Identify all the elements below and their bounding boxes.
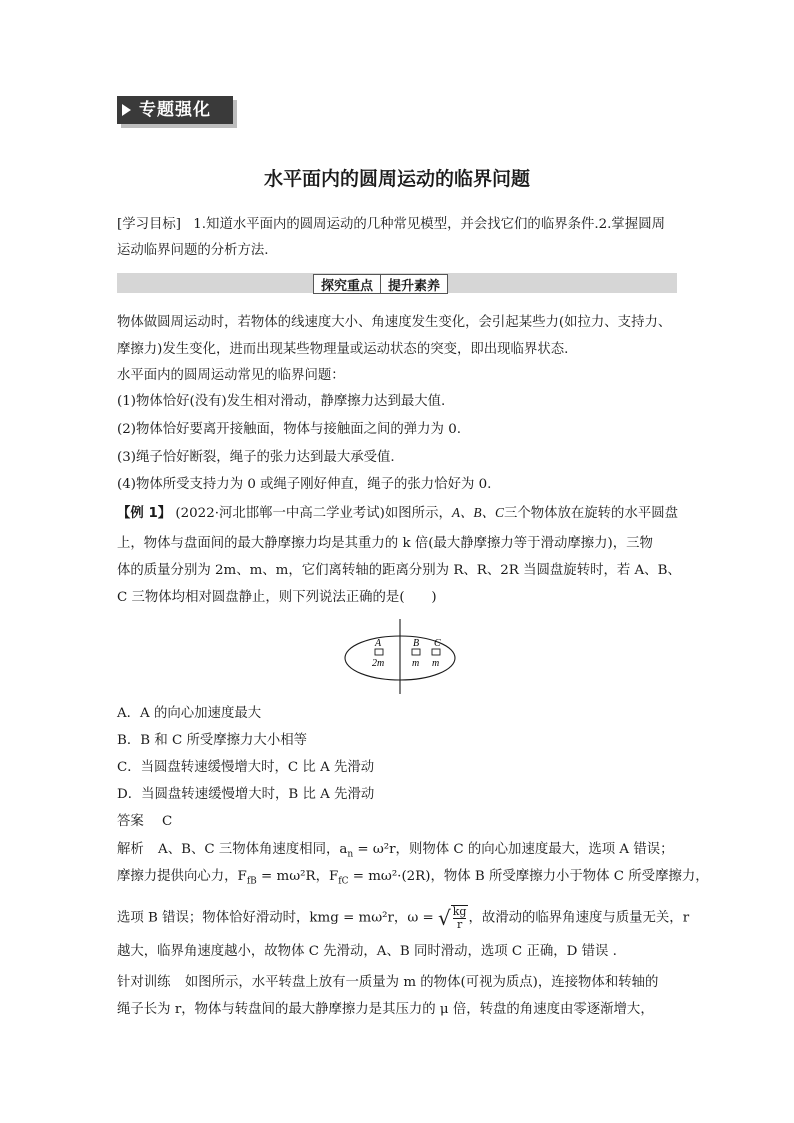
- mass-b: m: [412, 658, 420, 669]
- band-right-label: 提升素养: [388, 278, 441, 294]
- answer-label: 答案: [117, 814, 144, 829]
- practice-text-1: 如图所示，水平转盘上放有一质量为 m 的物体(可视为质点)，连接物体和转轴的: [184, 975, 659, 990]
- analysis-text-2a: 摩擦力提供向心力，F: [117, 869, 247, 884]
- analysis-line-2: [117, 867, 709, 887]
- analysis-text-3a: 选项 B 错误；物体恰好滑动时，kmg = mω²r，ω =: [117, 910, 434, 926]
- fraction-denominator: r: [456, 918, 463, 931]
- subscript-fb: fB: [246, 876, 257, 887]
- example-line-1: [117, 503, 682, 524]
- option-b: B．B 和 C 所受摩擦力大小相等: [117, 733, 307, 748]
- band-left-label: 探究重点: [321, 278, 374, 294]
- block-a: [375, 649, 383, 655]
- practice-line-1: [117, 973, 682, 993]
- option-d: D．当圆盘转速缓慢增大时，B 比 A 先滑动: [117, 787, 375, 802]
- section-band-pill: [313, 274, 448, 294]
- intro-item-3: (3)绳子恰好断裂，绳子的张力达到最大承受值.: [117, 450, 395, 465]
- intro-line-2: 摩擦力)发生变化，进而出现某些物理量或运动状态的突变，即出现临界状态.: [117, 342, 569, 357]
- block-c: [432, 649, 440, 655]
- intro-item-4: (4)物体所受支持力为 0 或绳子刚好伸直，绳子的张力恰好为 0.: [117, 477, 492, 492]
- analysis-line-4: 越大，临界角速度越小，故物体 C 先滑动，A、B 同时滑动，选项 C 正确，D 错误 .: [117, 944, 617, 959]
- fraction: [451, 905, 469, 931]
- tag-label: 专题强化: [139, 100, 211, 120]
- sqrt-expression: [438, 905, 468, 931]
- mass-c: m: [432, 658, 440, 669]
- intro-line-3: 水平面内的圆周运动常见的临界问题：: [117, 368, 345, 383]
- analysis-line-3: [117, 905, 690, 931]
- answer-value: C: [162, 814, 173, 829]
- analysis-label: 解析: [117, 842, 144, 857]
- example-text-1-tail: 三个物体放在旋转的水平圆盘: [503, 506, 679, 521]
- mass-a: 2m: [372, 658, 385, 669]
- section-band: [117, 273, 677, 293]
- analysis-text-2b: = mω²R，F: [256, 869, 339, 884]
- example-line-2: 上，物体与盘面间的最大静摩擦力均是其重力的 k 倍(最大静摩擦力等于滑动摩擦力)，三物: [117, 536, 653, 551]
- intro-line-1: 物体做圆周运动时，若物体的线速度大小、角速度发生变化，会引起某些力(如拉力、支持力、: [117, 315, 672, 330]
- intro-item-2: (2)物体恰好要离开接触面，物体与接触面之间的弹力为 0.: [117, 422, 461, 437]
- objectives-label: [学习目标]: [117, 217, 182, 232]
- analysis-text-1b: = ω²r，则物体 C 的向心加速度最大，选项 A 错误；: [353, 842, 674, 857]
- objectives-line-2: 运动临界问题的分析方法.: [117, 243, 269, 258]
- subscript-fc: fC: [338, 876, 349, 887]
- fraction-numerator: kg: [452, 905, 467, 918]
- radical-sign: √: [437, 906, 451, 930]
- example-line-3: 体的质量分别为 2m、m、m，它们离转轴的距离分别为 R、R、2R 当圆盘旋转时，若 A、B、: [117, 563, 681, 578]
- objectives-line-1: [117, 215, 682, 235]
- intro-item-1: (1)物体恰好(没有)发生相对滑动，静摩擦力达到最大值.: [117, 394, 446, 409]
- analysis-line-1: [117, 840, 682, 860]
- example-vars: A、B、C: [451, 505, 504, 520]
- section-tag: [117, 96, 237, 128]
- page-title: 水平面内的圆周运动的临界问题: [263, 168, 530, 190]
- label-c: C: [434, 638, 441, 649]
- subscript-n: n: [347, 849, 354, 860]
- analysis-text-2c: = mω²·(2R)，物体 B 所受摩擦力小于物体 C 所受摩擦力，: [348, 869, 709, 884]
- answer-line: [117, 812, 682, 832]
- option-c: C．当圆盘转速缓慢增大时，C 比 A 先滑动: [117, 760, 375, 775]
- practice-label: 针对训练: [117, 975, 171, 990]
- turntable-figure: [341, 617, 461, 695]
- label-b: B: [413, 638, 420, 649]
- play-arrow-icon: [122, 104, 131, 116]
- example-line-4: C 三物体均相对圆盘静止，则下列说法正确的是( ): [117, 590, 437, 605]
- turntable-diagram: [341, 617, 461, 695]
- example-label: 【例 1】: [117, 506, 172, 521]
- option-a: A．A 的向心加速度最大: [117, 706, 262, 721]
- example-text-1: (2022·河北邯郸一中高二学业考试)如图所示，: [175, 506, 452, 521]
- practice-line-2: 绳子长为 r，物体与转盘间的最大静摩擦力是其压力的 μ 倍，转盘的角速度由零逐渐增大，: [117, 1002, 654, 1017]
- analysis-text-3b: ，故滑动的临界角速度与质量无关，r: [468, 910, 690, 926]
- analysis-text-1a: A、B、C 三物体角速度相同，a: [158, 842, 348, 857]
- objectives-text-1: 1.知道水平面内的圆周运动的几种常见模型，并会找它们的临界条件.2.掌握圆周: [193, 217, 665, 232]
- label-a: A: [375, 638, 382, 649]
- block-b: [412, 649, 420, 655]
